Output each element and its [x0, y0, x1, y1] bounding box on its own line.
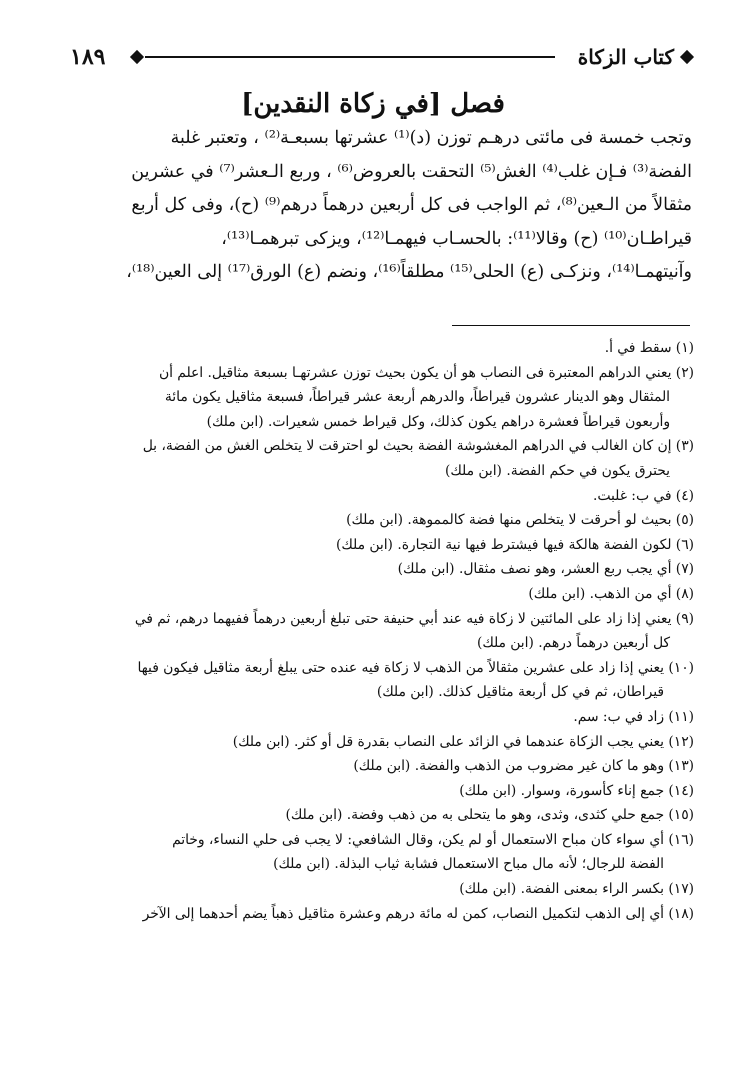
text-line: وآنيتهمـا⁽¹⁴⁾، ونزكـى (ع) الحلى⁽¹⁵⁾ مطلقاً⁽¹⁶⁾، ونضم (ع) الورق⁽¹⁷⁾ إلى العين⁽¹⁸⁾،: [126, 262, 692, 282]
header-rule: [145, 56, 555, 58]
footnotes: [56, 336, 694, 926]
footnote-line: (١٧) بكسر الراء بمعنى الفضة. (ابن ملك): [459, 881, 694, 898]
footnote-line: يحترق يكون في حكم الفضة. (ابن ملك): [445, 462, 670, 479]
footnote-separator: [452, 325, 690, 326]
text-line: الفضة⁽³⁾ فـإن غلب⁽⁴⁾ الغش⁽⁵⁾ التحقت بالعروض⁽⁶⁾ ، وربع الـعشر⁽⁷⁾ في عشرين: [131, 161, 692, 182]
section-title: فصل [في زكاة النقدين]: [241, 89, 505, 119]
footnote-line: وأربعون قيراطاً فعشرة دراهم يكون كذلك، وكل قيراط خمس شعيرات. (ابن ملك): [206, 413, 670, 430]
footnote-line: كل أربعين درهماً درهم. (ابن ملك): [476, 635, 670, 652]
diamond-ornament-icon: [680, 50, 694, 64]
text-line: وتجب خمسة فى مائتى درهـم توزن (د)⁽¹⁾ عشرتها بسبعـة⁽²⁾ ، وتعتبر غلبة: [170, 128, 692, 148]
footnote-line: (٣) إن كان الغالب في الدراهم المغشوشة الفضة بحيث لو احترقت لا يتخلص الغش من الفضة، بل: [142, 438, 694, 455]
footnote-line: (٦) لكون الفضة هالكة فيها فيشترط فيها نية التجارة. (ابن ملك): [336, 536, 694, 553]
footnote-line: (٧) أي يجب ربع العشر، وهو نصف مثقال. (ابن ملك): [397, 561, 694, 578]
footnote-line: (٩) يعني إذا زاد على المائتين لا زكاة فيه عند أبي حنيفة حتى تبلغ أربعين درهماً ففيهما درهم، ثم في: [134, 610, 694, 627]
main-text: [68, 122, 692, 290]
footnote-line: المثقال وهو الدينار عشرون قيراطاً، والدرهم أربعة عشر قيراطاً، فسبعة مثاقيل يكون مائة: [164, 389, 670, 406]
footnote-line: (١٤) جمع إناء كأسورة، وسوار. (ابن ملك): [459, 782, 694, 799]
footnote-line: (٨) أي من الذهب. (ابن ملك): [528, 585, 694, 602]
footnote-line: (١١) زاد في ب: سم.: [573, 708, 694, 725]
footnote-line: قيراطان، ثم في كل أربعة مثاقيل كذلك. (ابن ملك): [376, 684, 664, 701]
footnote-line: (١٥) جمع حلي كثدى، وثدى، وهو ما يتحلى به من ذهب وفضة. (ابن ملك): [285, 807, 694, 824]
footnote-line: (١٣) وهو ما كان غير مضروب من الذهب والفضة. (ابن ملك): [353, 758, 694, 775]
page-header: [70, 42, 692, 72]
footnote-line: (٢) يعني الدراهم المعتبرة فى النصاب هو أن يكون بحيث توزن عشرتهـا بسبعة مثاقيل. اعلم أن: [158, 364, 694, 381]
page-number: ١٨٩: [70, 44, 106, 70]
footnote-line: (٥) بحيث لو أحرقت لا يتخلص منها فضة كالمموهة. (ابن ملك): [346, 512, 694, 529]
footnote-line: (١٨) أي إلى الذهب لتكميل النصاب، كمن له مائة درهم وعشرة مثاقيل ذهباً يضم أحدهما إلى الآخر: [142, 905, 694, 922]
text-line: قيراطـان⁽¹⁰⁾ (ح) وقالا⁽¹¹⁾: بالحسـاب فيهمـا⁽¹²⁾، ويزكى تبرهمـا⁽¹³⁾،: [221, 228, 692, 249]
diamond-ornament-icon: [130, 50, 144, 64]
footnote-line: (١٠) يعني إذا زاد على عشرين مثقالاً من الذهب لا زكاة فيه عنده حتى يبلغ أربعة مثاقيل فيكون فيها: [137, 659, 694, 676]
footnote-line: الفضة للرجال؛ لأنه مال مباح الاستعمال فشابة ثياب البذلة. (ابن ملك): [273, 856, 664, 873]
footnote-line: (١٢) يعني يجب الزكاة عندهما في الزائد على النصاب بقدرة قل أو كثر. (ابن ملك): [232, 733, 694, 750]
book-title: كتاب الزكاة: [577, 45, 674, 69]
text-line: مثقالاً من الـعين⁽⁸⁾، ثم الواجب فى كل أربعين درهماً درهم⁽⁹⁾ (ح)، وفى كل أربع: [131, 195, 692, 215]
footnote-line: (١) سقط في أ.: [604, 340, 694, 356]
footnote-line: (٤) في ب: غلبت.: [593, 487, 694, 504]
footnote-line: (١٦) أي سواء كان مباح الاستعمال أو لم يكن، وقال الشافعي: لا يجب فى حلي النساء، وخاتم: [172, 831, 694, 848]
